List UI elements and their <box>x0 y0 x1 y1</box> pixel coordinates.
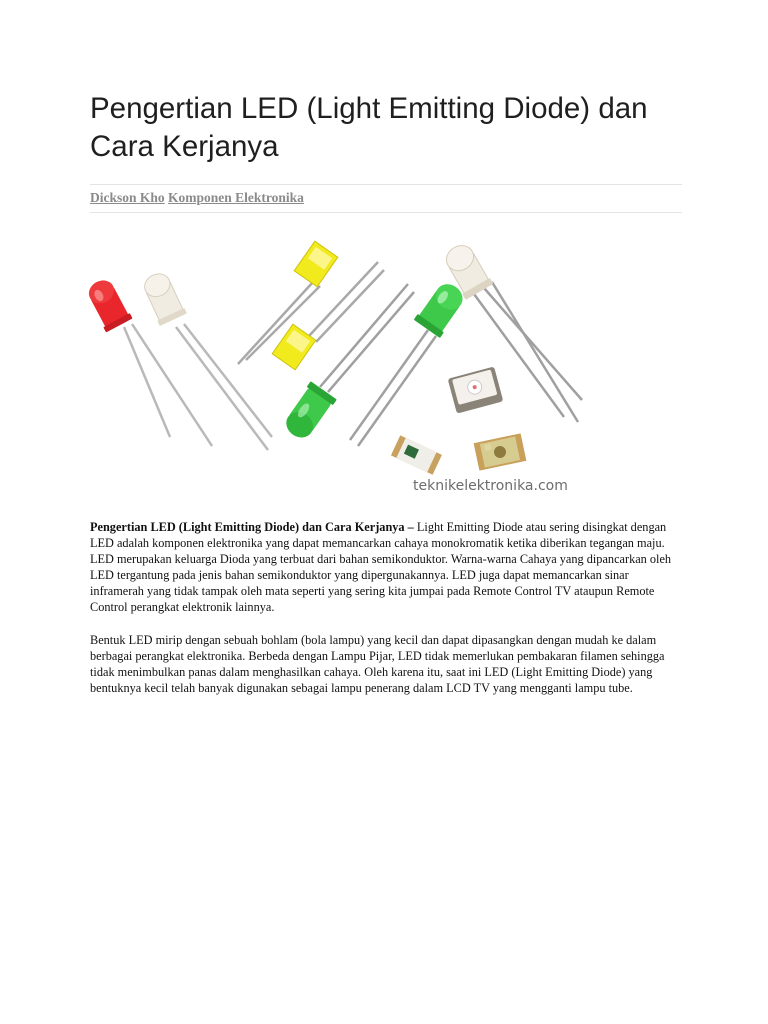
white-led-icon <box>139 269 272 450</box>
paragraph-lead: Pengertian LED (Light Emitting Diode) dan Cara Kerjanya – <box>90 520 414 534</box>
led-image <box>88 232 614 502</box>
watermark-text: teknikelektronika.com <box>413 478 568 494</box>
paragraph-intro-text: Light Emitting Diode atau sering disingkat dengan LED adalah komponen elektronika yang dapat memancarkan cahaya monokromatik ketika diberikan tegangan maju. LED merupakan keluarga Dioda yang terbuat dari bahan semikonduktor. Warna-warna Cahaya yang dipancarkan oleh LED tergantung pada jenis bahan semikonduktor yang dipergunakannya. LED juga dapat memancarkan sinar inframerah yang tidak tampak oleh mata seperti yang sering kita jumpai pada Remote Control TV ataupun Remote Control perangkat elektronik lainnya. <box>90 520 672 614</box>
category-link[interactable]: Komponen Elektronika <box>168 190 304 205</box>
led-components-illustration <box>88 232 614 502</box>
green-led-icon <box>350 278 469 446</box>
divider-top <box>90 184 682 185</box>
smd-led-icon <box>474 433 527 470</box>
paragraph-shape: Bentuk LED mirip dengan sebuah bohlam (bola lampu) yang kecil dan dapat dipasangkan dengan mudah ke dalam berbagai perangkat elektronika. Berbeda dengan Lampu Pijar, LED tidak memerlukan pembakaran filamen sehingga tidak menimbulkan panas dalam menghasilkan cahaya. Oleh karena itu, saat ini LED (Light Emitting Diode) yang bentuknya kecil telah banyak digunakan sebagai lampu penerang dalam LCD TV yang mengganti lampu tube. <box>90 633 665 695</box>
page-title: Pengertian LED (Light Emitting Diode) dan Cara Kerjanya <box>90 92 648 163</box>
smd-led-icon <box>448 366 504 413</box>
smd-led-icon <box>391 435 442 474</box>
author-link[interactable]: Dickson Kho <box>90 190 165 205</box>
paragraph-intro <box>90 519 682 615</box>
divider-bottom <box>90 212 682 213</box>
post-meta <box>90 189 304 207</box>
